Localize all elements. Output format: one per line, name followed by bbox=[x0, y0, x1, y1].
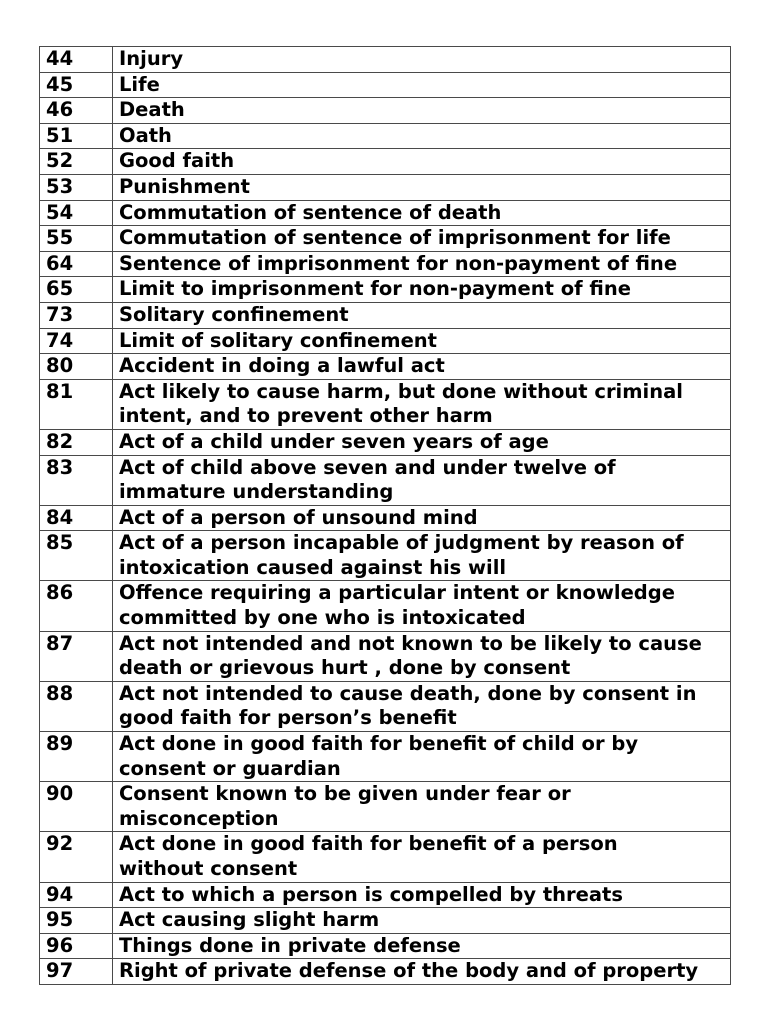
table-row bbox=[40, 174, 731, 200]
section-number: 55 bbox=[40, 226, 113, 252]
section-title: Commutation of sentence of death bbox=[113, 200, 731, 226]
table-row bbox=[40, 732, 731, 782]
table-row bbox=[40, 832, 731, 882]
section-title: Commutation of sentence of imprisonment for life bbox=[113, 226, 731, 252]
section-number: 92 bbox=[40, 832, 113, 882]
table-row bbox=[40, 455, 731, 505]
section-title: Right of private defense of the body and of property bbox=[113, 959, 731, 985]
table-row bbox=[40, 782, 731, 832]
section-number: 80 bbox=[40, 354, 113, 380]
table-body bbox=[40, 47, 731, 985]
section-number: 90 bbox=[40, 782, 113, 832]
table-row bbox=[40, 379, 731, 429]
section-title: Accident in doing a lawful act bbox=[113, 354, 731, 380]
section-number: 86 bbox=[40, 581, 113, 631]
table-row bbox=[40, 681, 731, 731]
section-number: 74 bbox=[40, 328, 113, 354]
section-number: 83 bbox=[40, 455, 113, 505]
section-title: Things done in private defense bbox=[113, 933, 731, 959]
section-number: 44 bbox=[40, 47, 113, 73]
section-title: Act done in good faith for benefit of child or by consent or guardian bbox=[113, 732, 731, 782]
section-number: 73 bbox=[40, 302, 113, 328]
section-title: Consent known to be given under fear or misconception bbox=[113, 782, 731, 832]
table-row bbox=[40, 631, 731, 681]
section-number: 81 bbox=[40, 379, 113, 429]
table-row bbox=[40, 328, 731, 354]
table-row bbox=[40, 149, 731, 175]
section-title: Limit of solitary confinement bbox=[113, 328, 731, 354]
section-title: Act likely to cause harm, but done without criminal intent, and to prevent other harm bbox=[113, 379, 731, 429]
section-title: Act of child above seven and under twelve of immature understanding bbox=[113, 455, 731, 505]
table-row bbox=[40, 47, 731, 73]
section-title: Death bbox=[113, 98, 731, 124]
section-title: Act of a person of unsound mind bbox=[113, 505, 731, 531]
section-number: 89 bbox=[40, 732, 113, 782]
section-number: 97 bbox=[40, 959, 113, 985]
section-title: Punishment bbox=[113, 174, 731, 200]
section-title: Act to which a person is compelled by threats bbox=[113, 882, 731, 908]
section-title: Offence requiring a particular intent or knowledge committed by one who is intoxicated bbox=[113, 581, 731, 631]
table-row bbox=[40, 251, 731, 277]
ipc-sections-table bbox=[39, 46, 731, 985]
section-number: 46 bbox=[40, 98, 113, 124]
table-row bbox=[40, 277, 731, 303]
section-title: Oath bbox=[113, 123, 731, 149]
section-number: 96 bbox=[40, 933, 113, 959]
table-row bbox=[40, 302, 731, 328]
table-row bbox=[40, 882, 731, 908]
section-title: Injury bbox=[113, 47, 731, 73]
section-title: Solitary confinement bbox=[113, 302, 731, 328]
section-title: Good faith bbox=[113, 149, 731, 175]
table-row bbox=[40, 429, 731, 455]
table-row bbox=[40, 959, 731, 985]
table-row bbox=[40, 933, 731, 959]
section-title: Act of a child under seven years of age bbox=[113, 429, 731, 455]
section-number: 95 bbox=[40, 908, 113, 934]
section-number: 94 bbox=[40, 882, 113, 908]
section-number: 87 bbox=[40, 631, 113, 681]
section-title: Limit to imprisonment for non-payment of fine bbox=[113, 277, 731, 303]
table-row bbox=[40, 354, 731, 380]
table-row bbox=[40, 72, 731, 98]
section-number: 51 bbox=[40, 123, 113, 149]
section-title: Act of a person incapable of judgment by reason of intoxication caused against his will bbox=[113, 531, 731, 581]
table-row bbox=[40, 908, 731, 934]
section-number: 85 bbox=[40, 531, 113, 581]
table-row bbox=[40, 581, 731, 631]
table-row bbox=[40, 226, 731, 252]
table-row bbox=[40, 98, 731, 124]
section-title: Life bbox=[113, 72, 731, 98]
table-row bbox=[40, 200, 731, 226]
section-title: Act not intended and not known to be likely to cause death or grievous hurt , done by consent bbox=[113, 631, 731, 681]
section-title: Act not intended to cause death, done by consent in good faith for person’s benefit bbox=[113, 681, 731, 731]
section-number: 64 bbox=[40, 251, 113, 277]
section-title: Sentence of imprisonment for non-payment of fine bbox=[113, 251, 731, 277]
section-title: Act causing slight harm bbox=[113, 908, 731, 934]
section-number: 52 bbox=[40, 149, 113, 175]
section-number: 84 bbox=[40, 505, 113, 531]
section-number: 65 bbox=[40, 277, 113, 303]
section-number: 54 bbox=[40, 200, 113, 226]
section-number: 82 bbox=[40, 429, 113, 455]
table-row bbox=[40, 123, 731, 149]
section-number: 53 bbox=[40, 174, 113, 200]
section-number: 88 bbox=[40, 681, 113, 731]
table-row bbox=[40, 531, 731, 581]
table-row bbox=[40, 505, 731, 531]
section-title: Act done in good faith for benefit of a person without consent bbox=[113, 832, 731, 882]
section-number: 45 bbox=[40, 72, 113, 98]
